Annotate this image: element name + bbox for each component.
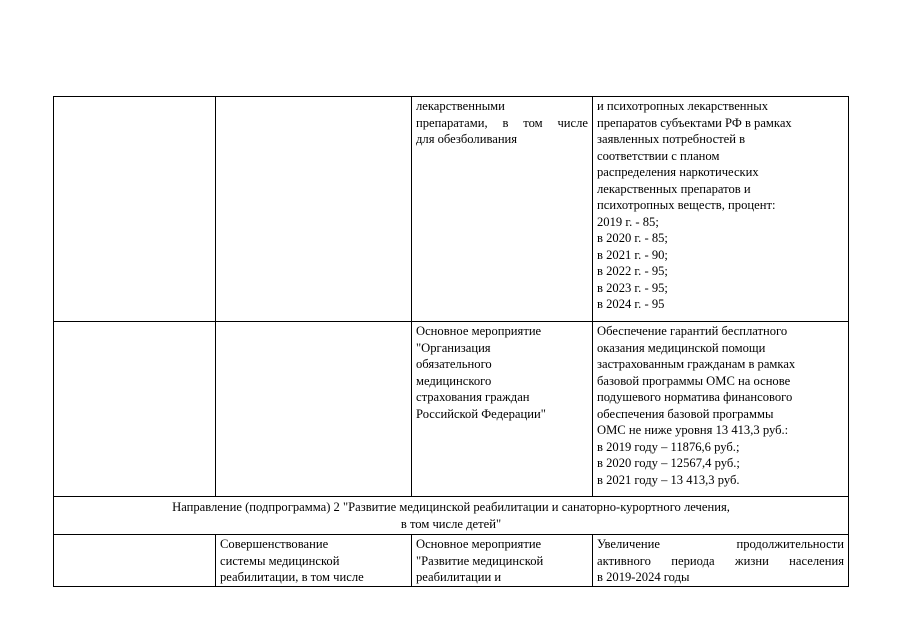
result-cell [593, 97, 849, 322]
text-line: в 2021 г. - 90; [597, 247, 668, 262]
text-line: в 2019-2024 годы [597, 570, 690, 584]
task-cell [216, 535, 412, 587]
measure-cell [412, 97, 593, 322]
text-line: распределения наркотических [597, 165, 759, 179]
text-line: психотропных веществ, процент: [597, 198, 776, 212]
cell-empty [54, 535, 216, 587]
measure-cell [412, 535, 593, 587]
text-line: Обеспечение гарантий бесплатного [597, 324, 788, 338]
text-line: лекарственными [416, 99, 505, 113]
cell-empty [216, 97, 412, 322]
text-line: в 2020 г. - 85; [597, 231, 668, 245]
cell-empty [216, 322, 412, 497]
section-heading [54, 497, 849, 535]
result-cell [593, 535, 849, 587]
cell-empty [54, 322, 216, 497]
text-line: в 2022 г. - 95; [597, 264, 668, 278]
table-row [54, 322, 849, 497]
text-line: в 2021 году – 13 413,3 руб. [597, 472, 740, 487]
text-line: Увеличение продолжительности [597, 537, 844, 551]
text-line: обеспечения базовой программы [597, 406, 774, 421]
text-line: и психотропных лекарственных [597, 99, 769, 113]
section-heading-line: в том числе детей" [400, 516, 502, 531]
text-line: страхования граждан [416, 390, 530, 404]
text-line: Основное мероприятие [416, 537, 542, 551]
table-row [54, 497, 849, 535]
text-line: лекарственных препаратов и [597, 181, 751, 196]
text-line: соответствии с планом [597, 148, 720, 163]
section-heading-line: Направление (подпрограмма) 2 "Развитие медицинской реабилитации и санаторно-курортного лечения, [172, 500, 730, 514]
text-line: Совершенствование [220, 537, 329, 551]
text-line: "Организация [416, 340, 491, 355]
text-line: в 2020 году – 12567,4 руб.; [597, 456, 740, 470]
text-line: ОМС не ниже уровня 13 413,3 руб.: [597, 423, 789, 437]
text-line: препаратами, в том числе [416, 115, 588, 130]
text-line: застрахованным гражданам в рамках [597, 357, 796, 371]
text-line: для обезболивания [416, 132, 518, 146]
text-line: 2019 г. - 85; [597, 214, 659, 229]
text-line: в 2019 году – 11876,6 руб.; [597, 439, 740, 454]
text-line: в 2024 г. - 95 [597, 297, 665, 311]
program-table [53, 96, 849, 587]
text-line: подушевого норматива финансового [597, 390, 793, 404]
text-line: обязательного [416, 357, 492, 371]
text-line: базовой программы ОМС на основе [597, 373, 791, 388]
text-line: в 2023 г. - 95; [597, 280, 668, 295]
text-line: реабилитации, в том числе [220, 570, 364, 584]
text-line: Основное мероприятие [416, 324, 542, 338]
text-line: реабилитации и [416, 570, 502, 584]
text-line: "Развитие медицинской [416, 553, 544, 568]
result-cell [593, 322, 849, 497]
text-line: системы медицинской [220, 553, 340, 568]
text-line: Российской Федерации" [416, 406, 546, 421]
table-row [54, 97, 849, 322]
cell-empty [54, 97, 216, 322]
text-line: оказания медицинской помощи [597, 340, 766, 355]
measure-cell [412, 322, 593, 497]
text-line: активного периода жизни населения [597, 553, 844, 568]
text-line: заявленных потребностей в [597, 132, 746, 146]
text-line: препаратов субъектами РФ в рамках [597, 115, 792, 130]
text-line: медицинского [416, 373, 492, 388]
table-row [54, 535, 849, 587]
